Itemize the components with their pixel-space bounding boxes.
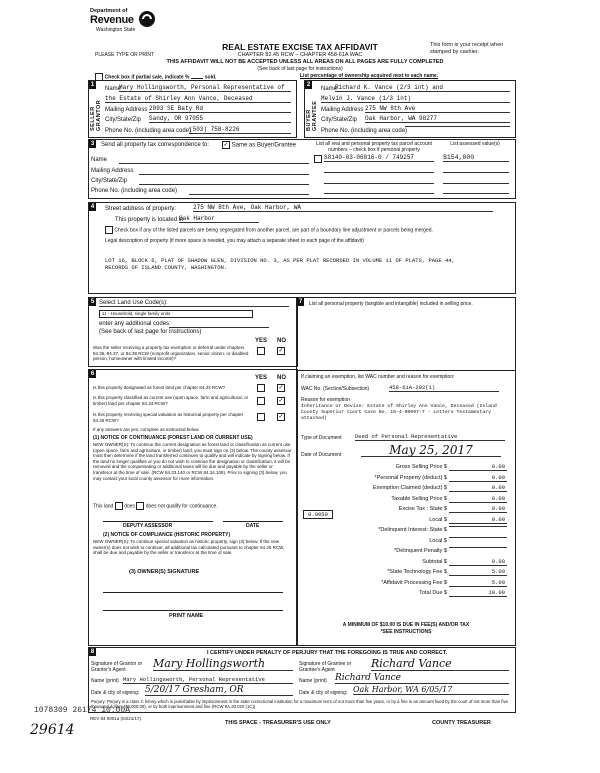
seller-side-label: SELLER GRANTOR	[90, 99, 102, 131]
owner-signature-label: (3) OWNER(S) SIGNATURE	[129, 569, 200, 575]
does-label: does	[124, 503, 135, 510]
segregated-row	[105, 226, 505, 234]
deputy-date-line[interactable]	[223, 521, 283, 522]
tax-row-label: Local $	[429, 516, 447, 523]
current-use-no-checkbox[interactable]: ✓	[278, 398, 284, 404]
exemption-label: If claiming an exemption, list WAC number and reason for exemption:	[301, 374, 455, 380]
buyer-mailing-label: Mailing Address	[321, 107, 364, 113]
form-title: REAL ESTATE EXCISE TAX AFFIDAVIT	[222, 42, 378, 52]
buyer-side-label: BUYER GRANTEE	[306, 100, 318, 131]
doc-date-label: Date of Document	[301, 452, 342, 458]
minimum-notice: A MINIMUM OF $10.00 IS DUE IN FEE(S) AND/OR TAX	[342, 622, 470, 628]
buyer-name-label: Name	[321, 86, 338, 92]
tax-row-value[interactable]: 0.00	[449, 505, 507, 513]
seller-phone[interactable]: (503) 758-8226	[189, 126, 291, 134]
doc-date[interactable]: May 25, 2017	[361, 444, 501, 457]
does-not-checkbox[interactable]	[136, 502, 144, 510]
buyer-name-1[interactable]: Richard K. Vance (2/3 int) and	[335, 84, 510, 92]
additional-codes-field[interactable]	[169, 327, 269, 328]
section-buyer	[304, 80, 516, 138]
assessed-value-3[interactable]	[443, 183, 509, 184]
notice-continuance-text: NEW OWNER(S): To continue the current designation as forest land or classification as current use (open space, farm and agriculture, or timber) land, you must sign on (3) below. The county assessor must then determine if the land transferred continues to qualify and will indicate by signing below. If the land no longer qualifies or you do not wish to continue the designation or classification, it will be removed and the compensating or additional taxes will be due and payable by the seller or transferor at the time of sale. (RCW 84.33.140 or RCW 84.34.108). Prior to signing (3) below, you may contact your local county assessor for more information.	[93, 442, 292, 481]
tax-row-value[interactable]: 0.00	[449, 495, 507, 503]
section-forest-current-use	[88, 369, 298, 646]
section-number-5: 5	[90, 299, 95, 305]
grantee-sig-label: Signature of Grantee or Grantee's Agent	[299, 661, 352, 673]
tax-row-value[interactable]: 0.00	[449, 516, 507, 524]
deputy-assessor-label: DEPUTY ASSESSOR	[123, 523, 173, 529]
section-number-3: 3	[90, 141, 95, 147]
same-as-buyer-checkbox[interactable]: ✓	[223, 142, 229, 148]
not-accepted-notice: THIS AFFIDAVIT WILL NOT BE ACCEPTED UNLESS ALL AREAS ON ALL PAGES ARE FULLY COMPLETED	[166, 59, 444, 65]
segregated-checkbox[interactable]	[105, 226, 113, 234]
forest-yes-checkbox[interactable]	[257, 384, 265, 392]
see-instructions: *SEE INSTRUCTIONS	[380, 629, 432, 635]
legal-description[interactable]: LOT 16, BLOCK 6, PLAT OF SHADOW GLEN, DIVISION NO. 3, AS PER PLAT RECORDED IN VOLUME 11 OF PLATS, PAGE 44, RECORDS OF ISLAND COUNTY, WASHINGTON.	[105, 257, 455, 271]
logo-sub-text: Washington State	[96, 27, 136, 33]
land-use-yes-header: YES	[255, 338, 268, 344]
treasurer-only-label: THIS SPACE - TREASURER'S USE ONLY	[225, 720, 331, 726]
current-use-yes-checkbox[interactable]	[257, 397, 265, 405]
grantor-date-label: Date & city of signing:	[91, 690, 140, 696]
tax-row-value[interactable]: 0.00	[449, 484, 507, 492]
print-name-line[interactable]	[103, 610, 283, 611]
logo-top-text: Department of	[90, 8, 128, 14]
doc-type-label: Type of Document	[301, 435, 342, 441]
if-yes-note: If any answers are yes, complete as instructed below.	[93, 427, 200, 432]
handwritten-number: 29614	[30, 722, 75, 738]
perjury-notice: Perjury: Perjury is a class C felony which is punishable by imprisonment in the state correctional institution for a maximum term of not more than five years, or by a fine in an amount fixed by the court of not more than five thousand dollars ($5,000.00), or by both imprisonment and fine (RCW 9A.20.020 (1C)).	[91, 699, 508, 709]
tax-row-label: *Personal Property (deduct) $	[374, 474, 447, 481]
owner-signature-line[interactable]	[103, 592, 283, 593]
legal-label: Legal description of property (if more space is needed, you may attach a separate sheet to each page of the affidavit)	[105, 238, 364, 244]
historic-no-checkbox[interactable]: ✓	[278, 414, 284, 420]
deputy-assessor-line[interactable]	[103, 521, 213, 522]
corr-phone-label: Phone No. (including area code)	[91, 188, 178, 194]
buyer-phone[interactable]	[405, 126, 510, 127]
s6-yes-header: YES	[255, 375, 268, 381]
grantor-signature[interactable]: Mary Hollingsworth	[153, 658, 293, 671]
tax-row-label: Exemption Claimed (deduct) $	[373, 485, 447, 491]
print-name-label: PRINT NAME	[169, 613, 204, 619]
seller-phone-label: Phone No. (including area code)	[105, 128, 192, 134]
notice-continuance-title: (1) NOTICE OF CONTINUANCE (FOREST LAND OR CURRENT USE)	[93, 435, 253, 441]
segregated-label: Check box if any of the listed parcels are being segregated from another parcel, are part of a boundary line adjustment or parcels being merged.	[114, 227, 433, 234]
exemption-reason[interactable]: Inheritance or Devise: Estate of Shirley Ann Vance, Deceased (Island County Superior Court Case No. 16-4-00097-7 - Letters Testamentary attached)	[301, 404, 497, 421]
tax-rows	[297, 464, 515, 604]
s6-no-header: NO	[277, 375, 286, 381]
parcel-number-1[interactable]: S8140-03-06016-0 / 749257	[324, 154, 434, 162]
receipt-stamp: 1078309 26174 10:00A	[34, 706, 131, 715]
notice-compliance-text: NEW OWNER(S): To continue special valuation as historic property, sign (3) below. If the new owner(s) does not wish to continue, all additional tax calculated pursuant to chapter 84.26 RCW, shall be due and payable by the seller or transferor at the time of sale.	[93, 539, 285, 556]
local-rate-box[interactable]: 0.0050	[303, 510, 333, 519]
tax-row-value[interactable]: 0.00	[449, 474, 507, 482]
corr-mailing-field[interactable]	[139, 174, 309, 175]
personal-property-checkbox[interactable]	[314, 155, 322, 163]
partial-sale-sold: sold.	[204, 74, 217, 81]
send-correspondence-label: Send all property tax correspondence to:	[101, 142, 210, 148]
seller-city[interactable]: Sandy, OR 97055	[149, 115, 291, 123]
located-city[interactable]: Oak Harbor	[179, 215, 259, 223]
same-as-buyer-label: Same as Buyer/Grantee	[231, 142, 297, 149]
section-property	[88, 202, 516, 294]
doc-type[interactable]: Deed of Personal Representative	[355, 433, 505, 441]
tax-row-label: *Delinquent Interest: State $	[378, 527, 447, 533]
additional-codes-label: enter any additional codes:	[99, 321, 171, 327]
wac-number[interactable]: 458-61A-202(1)	[389, 384, 499, 392]
street-address[interactable]: 275 NW 8th Ave, Oak Harbor, WA	[193, 204, 493, 212]
section-correspondence	[88, 139, 516, 199]
historic-yes-checkbox[interactable]	[257, 413, 265, 421]
seller-mailing[interactable]: 2093 SE Baty Rd	[149, 105, 291, 113]
located-label: This property is located in	[115, 217, 184, 223]
tax-row-value[interactable]: 5.00	[449, 579, 507, 587]
forest-no-checkbox[interactable]: ✓	[278, 385, 284, 391]
grantee-name-label: Name (print)	[299, 678, 327, 684]
tax-row-value[interactable]: 5.00	[449, 568, 507, 576]
wac-label: WAC No. (Section/Subsection)	[301, 386, 370, 392]
section-number-8: 8	[90, 649, 95, 655]
exemption-question: Was the seller receiving a property tax exemption or deferral under chapters 84.36, 84.37, or 84.38 RCW (nonprofit organization, senior citizen, or disabled person, homeowner with limited income)?	[93, 345, 249, 361]
partial-sale-label: Check box if partial sale, indicate %	[104, 74, 190, 81]
ownership-note: List percentage of ownership acquired next to each name.	[300, 73, 439, 79]
assessed-value-1[interactable]: $154,000	[443, 154, 509, 162]
tax-row-value[interactable]	[449, 526, 507, 527]
grantor-name[interactable]: Mary Hollingsworth, Personal Representative	[123, 676, 293, 684]
tax-row-value[interactable]	[449, 537, 507, 538]
parcel-header: List all real and personal property tax parcel account numbers – check box if personal property	[316, 141, 432, 153]
parcel-number-2[interactable]	[324, 172, 434, 173]
tax-row-label: *Affidavit Processing Fee $	[381, 579, 447, 586]
notice-compliance-title: (2) NOTICE OF COMPLIANCE (HISTORIC PROPERTY)	[103, 532, 231, 538]
section-number-2: 2	[306, 82, 311, 88]
land-use-no-header: NO	[277, 338, 286, 344]
assessed-value-2[interactable]	[443, 172, 509, 173]
corr-name-field[interactable]	[119, 163, 309, 164]
corr-city-field[interactable]	[139, 184, 309, 185]
logo-swirl-icon	[138, 10, 156, 28]
seller-city-label: City/State/Zip	[105, 117, 142, 123]
buyer-phone-label: Phone No. (including area code)	[321, 128, 408, 134]
reason-label: Reason for exemption	[301, 397, 350, 403]
land-use-label: Select Land Use Code(s):	[99, 300, 289, 307]
section-number-1: 1	[90, 82, 95, 88]
parcel-number-4[interactable]	[324, 193, 434, 194]
section-seller	[88, 80, 297, 138]
parcel-number-3[interactable]	[324, 183, 434, 184]
receipt-note: This form is your receipt when stamped by cashier.	[430, 42, 504, 55]
exemption-no-checkbox[interactable]: ✓	[278, 348, 284, 354]
corr-name-label: Name	[91, 157, 108, 163]
form-chapter: CHAPTER 82.45 RCW – CHAPTER 458-61A WAC	[237, 52, 363, 58]
does-checkbox[interactable]	[115, 502, 123, 510]
street-label: Street address of property:	[105, 206, 177, 212]
section-financials	[296, 297, 516, 646]
corr-mailing-label: Mailing Address	[91, 168, 134, 174]
current-use-question: Is this property classified as current use (open space, farm and agricultural, or timber) land per chapter 84.34 RCW?	[93, 395, 249, 406]
tax-row-label: *Delinquent Penalty $	[394, 548, 447, 554]
parcel-checkbox-1	[314, 155, 322, 163]
assessed-value-4[interactable]	[443, 193, 509, 194]
continuance-row	[93, 502, 218, 510]
assessed-header: List assessed value(s)	[450, 141, 500, 147]
grantor-name-label: Name (print)	[91, 678, 119, 684]
tax-row-label: Total Due $	[419, 590, 447, 596]
logo-name-text: Revenue	[90, 14, 134, 26]
buyer-mailing[interactable]: 275 NW 8th Ave	[365, 105, 510, 113]
form-number: REV 84 0001a (04/21/17)	[90, 716, 142, 721]
grantee-signature[interactable]: Richard Vance	[371, 658, 509, 671]
section-number-6: 6	[90, 371, 95, 377]
tax-row-label: Local $	[429, 537, 447, 544]
section-number-4: 4	[90, 204, 95, 210]
land-use-see-back: (See back of last page for instructions)	[99, 329, 202, 335]
corr-city-label: City/State/Zip	[91, 178, 128, 184]
tax-row-label: Excise Tax : State $	[398, 506, 447, 512]
buyer-city-label: City/State/Zip	[321, 117, 358, 123]
tax-row-value[interactable]: 10.00	[449, 589, 507, 597]
seller-name-1[interactable]: Mary Hollingsworth, Personal Representative of	[119, 84, 291, 92]
revenue-logo	[90, 8, 160, 42]
section-land-use	[88, 297, 298, 367]
section-number-7: 7	[298, 299, 303, 305]
seller-mailing-label: Mailing Address	[105, 107, 148, 113]
grantee-date-label: Date & city of signing:	[299, 690, 348, 696]
tax-row-label: Gross Selling Price $	[395, 464, 447, 470]
deputy-date-label: DATE	[246, 523, 260, 529]
tax-row-value[interactable]	[449, 547, 507, 548]
forest-land-question: Is this property designated as forest land per chapter 84.33 RCW?	[93, 385, 226, 390]
seller-name-label: Name	[105, 86, 122, 92]
exemption-yes-checkbox[interactable]	[257, 347, 265, 355]
exemption-divider	[297, 370, 515, 371]
grantor-sig-label: Signature of Grantor or Grantor's Agent	[91, 661, 143, 673]
buyer-name-2[interactable]: Melvin J. Vance (1/3 int)	[321, 95, 510, 103]
section-signatures	[88, 647, 516, 713]
county-treasurer-label: COUNTY TREASURER	[432, 720, 491, 726]
this-land-label: This land	[93, 503, 114, 510]
historic-question: Is this property receiving special valuation as historical property per chapter 84.26 RCW?	[93, 412, 244, 423]
grantee-name[interactable]: Richard Vance	[335, 673, 509, 684]
does-not-label: does not	[145, 503, 165, 510]
tax-row-value[interactable]: 0.00	[449, 558, 507, 566]
certify-statement: I CERTIFY UNDER PENALTY OF PERJURY THAT THE FOREGOING IS TRUE AND CORRECT.	[207, 650, 448, 656]
grantee-date-city[interactable]: Oak Harbor, WA 6/05/17	[353, 685, 509, 695]
grantor-date-city[interactable]: 5/20/17 Gresham, OR	[145, 685, 293, 696]
tax-row-label: *State Technology Fee $	[387, 569, 447, 575]
land-use-select[interactable]: 11 - Household, single family units	[99, 310, 253, 318]
same-as-buyer-row	[222, 141, 296, 149]
corr-phone-field[interactable]	[189, 194, 309, 195]
qualify-label: qualify for continuance.	[166, 503, 218, 510]
tax-row-value[interactable]: 0.00	[449, 463, 507, 471]
see-back-notice: (See back of last page for instructions)	[257, 66, 343, 72]
seller-name-2[interactable]: the Estate of Shirley Ann Vance, Deceased	[105, 95, 291, 103]
personal-property-label: List all personal property (tangible and intangible) included in selling price.	[309, 301, 473, 307]
please-type: PLEASE TYPE OR PRINT	[95, 52, 155, 58]
tax-row-label: Subtotal $	[422, 558, 447, 565]
tax-row-label: Taxable Selling Price $	[391, 495, 447, 502]
buyer-city[interactable]: Oak Harbor, WA 98277	[365, 115, 510, 123]
